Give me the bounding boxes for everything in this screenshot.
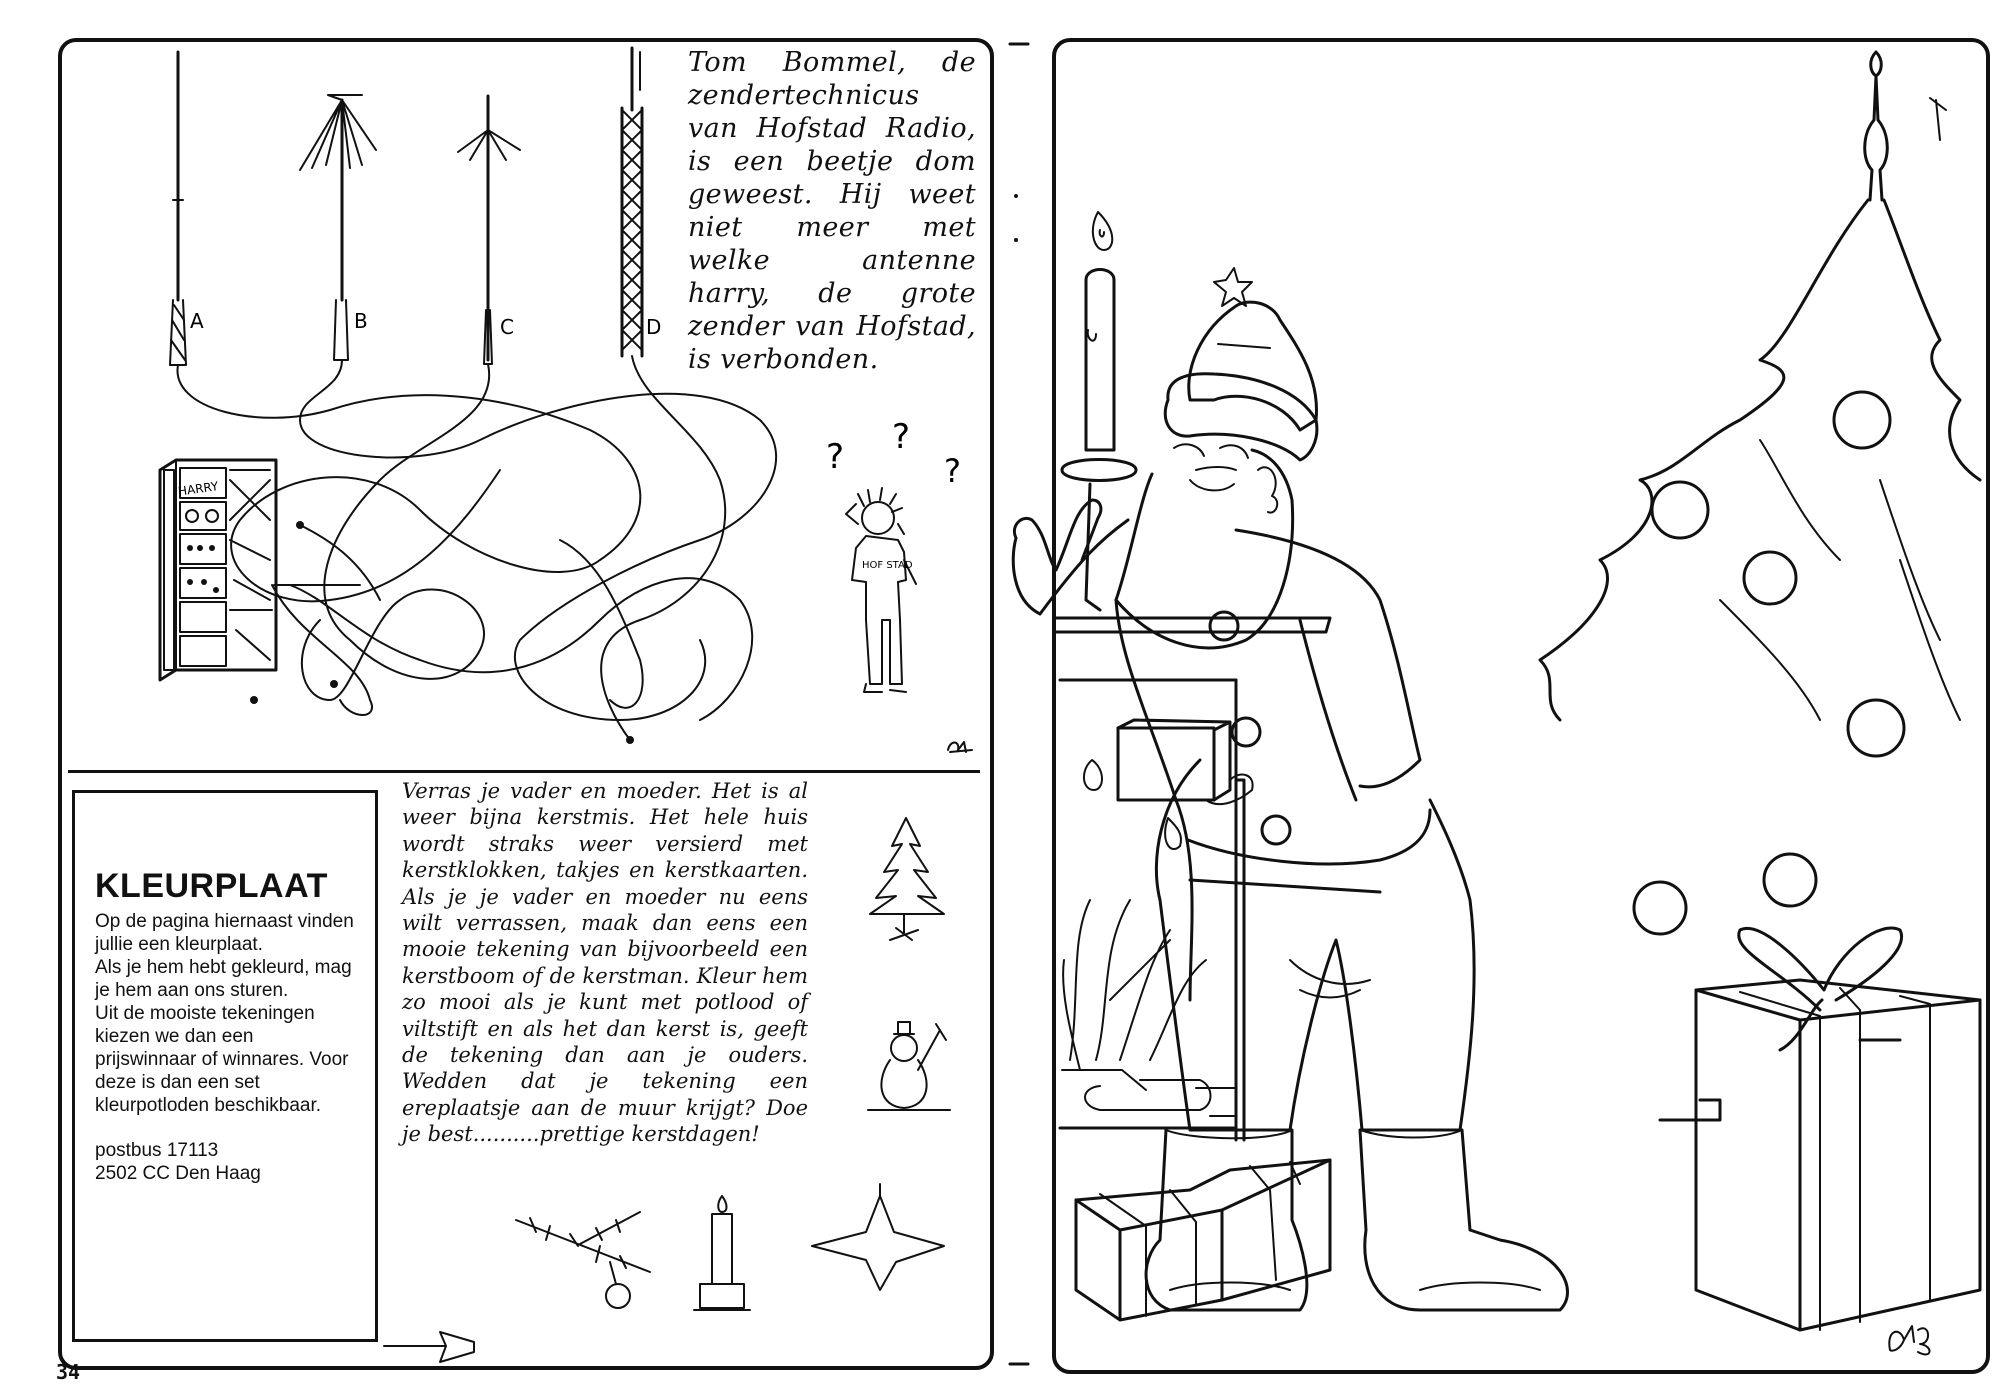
gift-right [1696, 928, 1980, 1330]
wall-candle [1062, 212, 1136, 610]
puzzle-text: Tom Bommel, de zendertechnicus van Hofstad Radio, is een beetje dom geweest. Hij weet niet meer met welke antenne harry, de grote zender van Hofstad, is verbonden. [688, 47, 976, 375]
santa-coloring-illustration [1000, 0, 2000, 1382]
antenna-label-d: D [646, 315, 662, 339]
kleurplaat-address: postbus 17113 2502 CC Den Haag [95, 1140, 261, 1184]
right-page [1000, 0, 2000, 1382]
page-number: 34 [56, 1360, 81, 1384]
kleurplaat-body: Op de pagina hiernaast vinden jullie een kleurplaat. Als je hem hebt gekleurd, mag je hem aan ons sturen. Uit de mooiste tekeningen kiezen we dan een prijswinnaar of winnares. Voor deze is dan een set kleurpotloden beschikbaar. [95, 911, 354, 1116]
star-ornament-icon [812, 1184, 944, 1290]
antenna-label-c: C [500, 315, 514, 339]
antenna-label-a: A [190, 309, 204, 333]
shirt-label: HOF STAD [862, 560, 913, 571]
artist-signature [1889, 1326, 1929, 1354]
small-tree-icon [870, 818, 944, 940]
pine-branch-icon [516, 1212, 650, 1308]
question-mark-1: ? [826, 437, 845, 477]
story-text: Verras je vader en moeder. Het is al weer bijna kerstmis. Het hele huis wordt straks weer versierd met kerstklokken, takjes en kerstkaarten. Als je je vader en moeder nu eens wilt verrassen, maak dan eens een mooie tekening van bijvoorbeeld een kerstboom of de kerstman. Kleur hem zo mooi als je kunt met potlood of viltstift en als het dan kerst is, geeft de tekening dan aan je ouders. Wedden dat je tekening een ereplaatsje aan de muur krijgt? Doe je best..........prettige kerstdagen! [402, 779, 808, 1147]
kleurplaat-title: KLEURPLAAT [95, 867, 328, 905]
christmas-doodles [0, 0, 1000, 1382]
question-mark-3: ? [944, 452, 961, 490]
antenna-label-b: B [354, 309, 368, 333]
snowman-icon [868, 1022, 950, 1110]
transmitter-harry-label: HARRY [177, 479, 220, 499]
left-page [0, 0, 1000, 1382]
question-mark-2: ? [892, 417, 911, 457]
arrow-horn-icon [384, 1332, 474, 1362]
candle-icon [694, 1196, 750, 1310]
